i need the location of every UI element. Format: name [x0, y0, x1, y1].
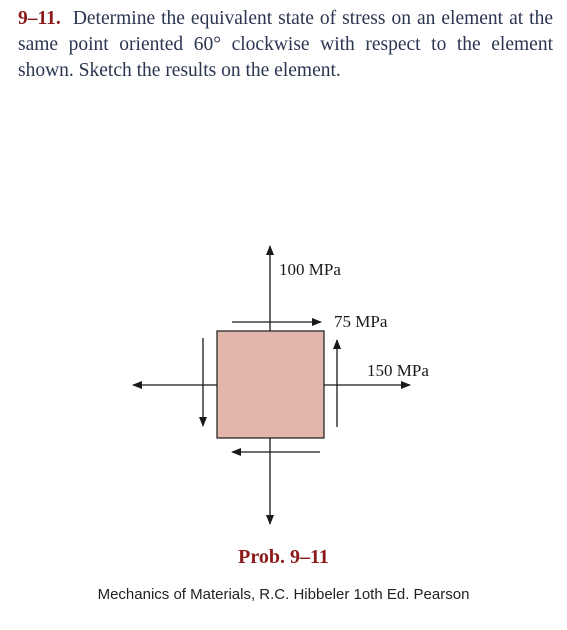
problem-text: Determine the equivalent state of stress on an element at the same point oriented 60° clockwise with respect to the element shown. Sketch the results on the element. — [18, 8, 553, 81]
label-shear: 75 MPa — [334, 312, 388, 331]
label-normal-y: 100 MPa — [279, 260, 341, 279]
problem-number: 9–11. — [18, 8, 61, 29]
stress-element — [217, 331, 324, 438]
source-credit: Mechanics of Materials, R.C. Hibbeler 1oth Ed. Pearson — [97, 586, 470, 603]
figure-caption: Prob. 9–11 — [238, 546, 329, 568]
label-normal-x: 150 MPa — [367, 361, 429, 380]
